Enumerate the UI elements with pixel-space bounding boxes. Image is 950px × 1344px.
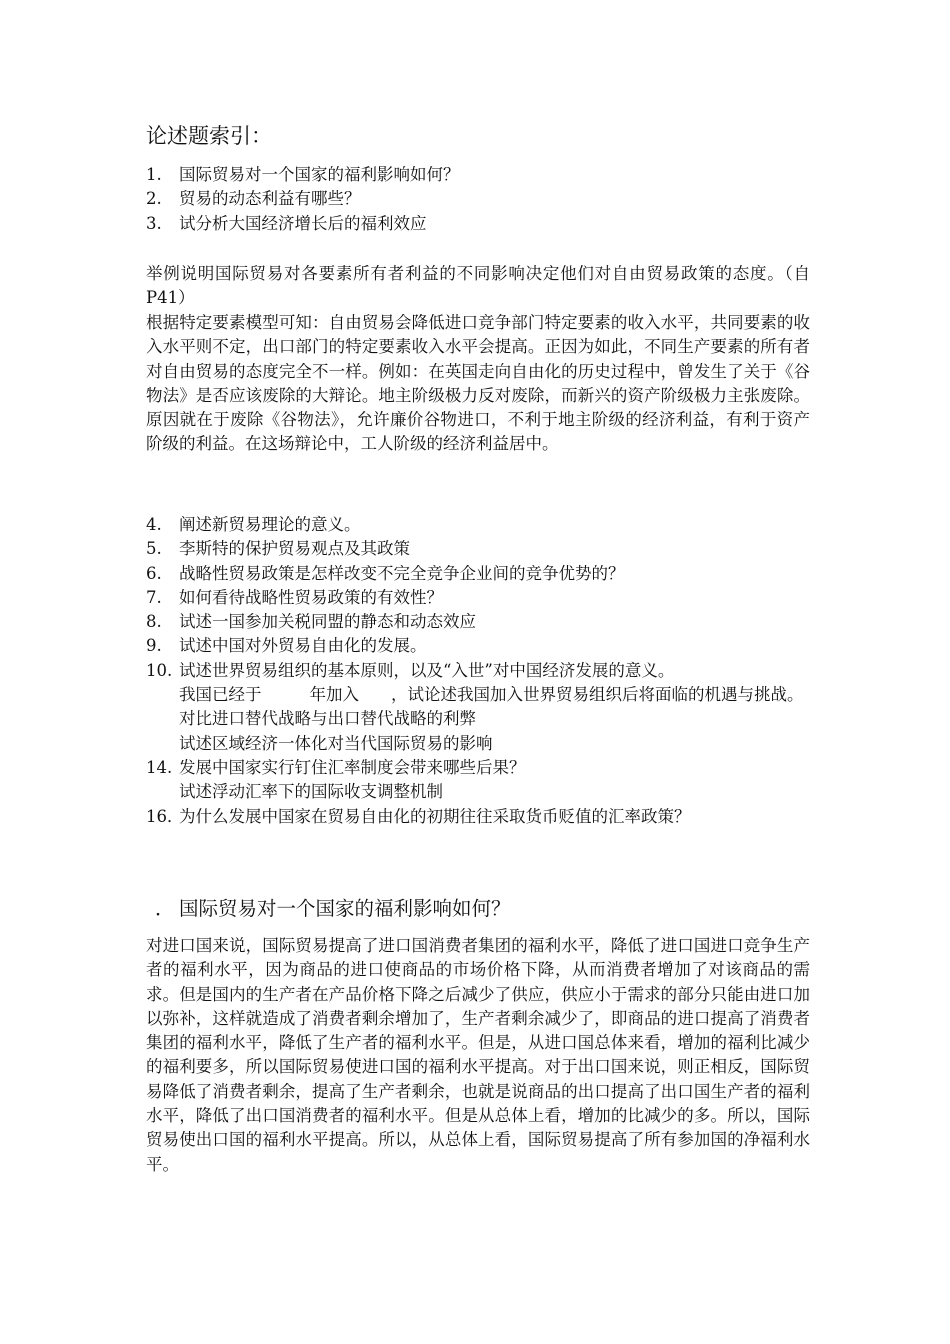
- item-text: 为什么发展中国家在贸易自由化的初期往往采取货币贬值的汇率政策？: [179, 806, 691, 826]
- item-text: 阐述新贸易理论的意义。: [179, 515, 361, 534]
- list-item: [146, 732, 810, 756]
- list-item: [146, 805, 810, 829]
- list-item: [146, 187, 460, 211]
- item-text: 试述区域经济一体化对当代国际贸易的影响: [179, 733, 493, 753]
- section-title: [155, 895, 511, 923]
- item-number: 7.: [146, 587, 162, 607]
- question-list-a: [146, 163, 460, 236]
- item-text: 贸易的动态利益有哪些？: [179, 189, 361, 209]
- item-text: 试述中国对外贸易自由化的发展。: [179, 636, 427, 656]
- question-list-b: [146, 513, 810, 829]
- item-text: 国际贸易对一个国家的福利影响如何？: [179, 165, 460, 184]
- item-number: 9.: [146, 636, 162, 656]
- item-number: 2.: [146, 189, 162, 209]
- index-title: 论述题索引：: [146, 124, 272, 148]
- item-number: 14.: [146, 757, 173, 777]
- list-item: [146, 163, 460, 187]
- list-item: [146, 756, 810, 780]
- item-number: 8.: [146, 612, 162, 632]
- item-text-part: ，试论述我国加入世界贸易组织后将面临的机遇与挑战。: [391, 685, 804, 705]
- item-text: 试述一国参加关税同盟的静态和动态效应: [179, 612, 476, 632]
- list-item: [146, 586, 810, 610]
- list-item: [146, 212, 460, 236]
- item-number: 1.: [146, 165, 162, 184]
- item-text: 如何看待战略性贸易政策的有效性？: [179, 587, 443, 607]
- item-text: 试述世界贸易组织的基本原则，以及“入世”对中国经济发展的意义。: [179, 660, 675, 680]
- section-marker: ．: [155, 897, 175, 920]
- section-title-text: 国际贸易对一个国家的福利影响如何？: [179, 897, 511, 920]
- item-text-part: 年加入: [309, 685, 359, 705]
- list-item: [146, 610, 810, 634]
- item-number: 5.: [146, 539, 162, 559]
- item-number: 16．: [146, 806, 184, 826]
- list-item: [146, 513, 810, 537]
- item-text: 对比进口替代战略与出口替代战略的利弊: [179, 709, 476, 729]
- item-text-part: 我国已经于: [179, 685, 262, 705]
- item-number: 4.: [146, 515, 162, 534]
- list-item: [146, 780, 810, 804]
- list-item: [146, 634, 810, 658]
- item-text: 试分析大国经济增长后的福利效应: [179, 213, 427, 233]
- item-number: 10.: [146, 660, 173, 680]
- example-question: 举例说明国际贸易对各要素所有者利益的不同影响决定他们对自由贸易政策的态度。（自 P41）: [146, 264, 810, 308]
- section-body: 对进口国来说，国际贸易提高了进口国消费者集团的福利水平，降低了进口国进口竞争生产者的福利水平，因为商品的进口使商品的市场价格下降，从而消费者增加了对该商品的需求。但是国内的生产者在产品价格下降之后减少了供应，供应小于需求的部分只能由进口加以弥补，这样就造成了消费者剩余增加了，生产者剩余减少了，即商品的进口提高了消费者集团的福利水平，降低了生产者的福利水平。但是，从进口国总体来看，增加的福利比减少的福利要多，所以国际贸易使进口国的福利水平提高。对于出口国来说，则正相反，国际贸易降低了消费者剩余，提高了生产者剩余，也就是说商品的出口提高了出口国生产者的福利水平，降低了出口国消费者的福利水平。但是从总体上看，增加的比减少的多。所以，国际贸易使出口国的福利水平提高。所以，从总体上看，国际贸易提高了所有参加国的净福利水平。: [146, 936, 810, 1174]
- item-text: 战略性贸易政策是怎样改变不完全竞争企业间的竞争优势的？: [179, 563, 625, 583]
- list-item: [146, 683, 810, 707]
- list-item: [146, 537, 810, 561]
- list-item: [146, 562, 810, 586]
- list-item: [146, 659, 810, 683]
- item-text: 李斯特的保护贸易观点及其政策: [179, 539, 410, 559]
- list-item: [146, 707, 810, 731]
- item-text: 试述浮动汇率下的国际收支调整机制: [179, 782, 443, 802]
- example-answer: 根据特定要素模型可知：自由贸易会降低进口竞争部门特定要素的收入水平，共同要素的收入水平则不定，出口部门的特定要素收入水平会提高。正因为如此，不同生产要素的所有者对自由贸易的态度完全不一样。例如：在英国走向自由化的历史过程中，曾发生了关于《谷物法》是否应该废除的大辩论。地主阶级极力反对废除，而新兴的资产阶级极力主张废除。原因就在于废除《谷物法》，允许廉价谷物进口，不利于地主阶级的经济利益，有利于资产阶级的利益。在这场辩论中，工人阶级的经济利益居中。: [146, 313, 810, 454]
- item-text: 发展中国家实行钉住汇率制度会带来哪些后果？: [179, 757, 526, 777]
- item-number: 3.: [146, 213, 162, 233]
- item-number: 6.: [146, 563, 162, 583]
